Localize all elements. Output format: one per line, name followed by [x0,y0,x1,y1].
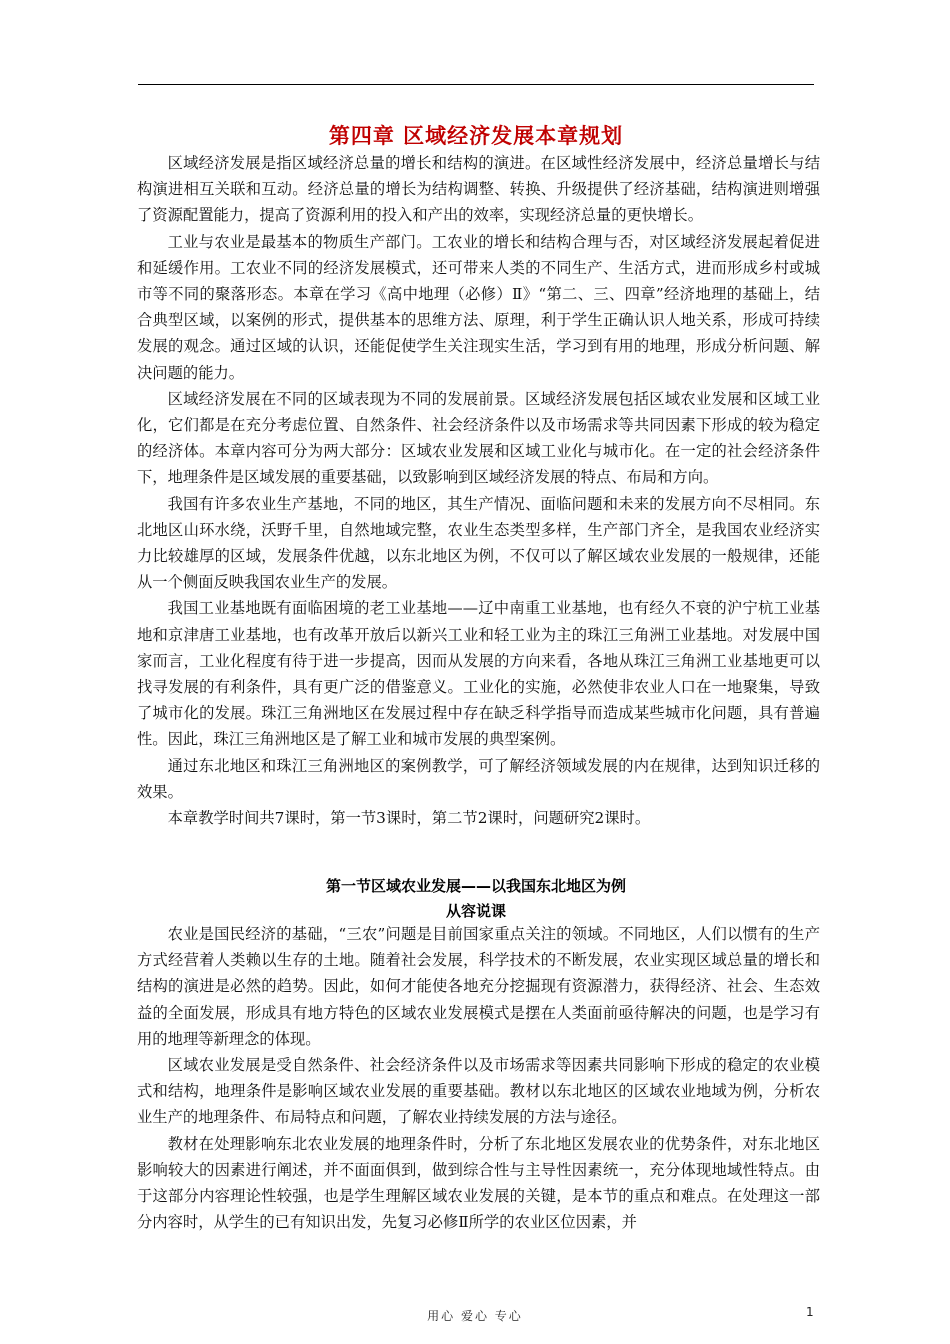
header-rule [138,84,814,85]
page-number: 1 [806,1305,814,1319]
section-title: 第一节区域农业发展——以我国东北地区为例 [325,877,626,895]
chapter-paragraph: 区域经济发展是指区域经济总量的增长和结构的演进。在区域性经济发展中，经济总量增长与结构演进相互关联和互动。经济总量的增长为结构调整、转换、升级提供了经济基础，结构演进则增强了资源配置能力，提高了资源利用的投入和产出的效率，实现经济总量的更快增长。 [137,154,820,225]
section-body [137,921,820,1235]
chapter-paragraph: 我国有许多农业生产基地，不同的地区，其生产情况、面临问题和未来的发展方向不尽相同。东北地区山环水绕，沃野千里，自然地域完整，农业生态类型多样，生产部门齐全，是我国农业经济实力比较雄厚的区域，发展条件优越，以东北地区为例，不仅可以了解区域农业发展的一般规律，还能从一个侧面反映我国农业生产的发展。 [137,494,820,592]
chapter-paragraph: 工业与农业是最基本的物质生产部门。工农业的增长和结构合理与否，对区域经济发展起着促进和延缓作用。工农业不同的经济发展模式，还可带来人类的不同生产、生活方式，进而形成乡村或城市等不同的聚落形态。本章在学习《高中地理（必修）Ⅱ》“第二、三、四章”经济地理的基础上，结合典型区域，以案例的形式，提供基本的思维方法、原理，利于学生正确认识人地关系，形成可持续发展的观念。通过区域的认识，还能促使学生关注现实生活，学习到有用的地理，形成分析问题、解决问题的能力。 [137,232,820,382]
chapter-paragraph: 区域经济发展在不同的区域表现为不同的发展前景。区域经济发展包括区域农业发展和区域工业化，它们都是在充分考虑位置、自然条件、社会经济条件以及市场需求等共同因素下形成的较为稳定的经济体。本章内容可分为两大部分：区域农业发展和区域工业化与城市化。在一定的社会经济条件下，地理条件是区域发展的重要基础，以致影响到区域经济发展的特点、布局和方向。 [137,389,820,487]
page-footer: 用心 爱心 专心 [427,1309,523,1323]
chapter-paragraph: 我国工业基地既有面临困境的老工业基地——辽中南重工业基地，也有经久不衰的沪宁杭工业基地和京津唐工业基地，也有改革开放后以新兴工业和轻工业为主的珠江三角洲工业基地。对发展中国家而言，工业化程度有待于进一步提高，因而从发展的方向来看，各地从珠江三角洲工业基地更可以找寻发展的有利条件，具有更广泛的借鉴意义。工业化的实施，必然使非农业人口在一地聚集，导致了城市化的发展。珠江三角洲地区在发展过程中存在缺乏科学指导而造成某些城市化问题，具有普遍性。因此，珠江三角洲地区是了解工业和城市发展的典型案例。 [137,599,820,749]
section-paragraph: 农业是国民经济的基础，“三农”问题是目前国家重点关注的领域。不同地区，人们以惯有的生产方式经营着人类赖以生存的土地。随着社会发展，科学技术的不断发展，农业实现区域总量的增长和结构的演进是必然的趋势。因此，如何才能使各地充分挖掘现有资源潜力，获得经济、社会、生态效益的全面发展，形成具有地方特色的区域农业发展模式是摆在人类面前亟待解决的问题，也是学习有用的地理等新理念的体现。 [137,925,820,1048]
chapter-body [137,150,820,831]
section-paragraph: 区域农业发展是受自然条件、社会经济条件以及市场需求等因素共同影响下形成的稳定的农业模式和结构，地理条件是影响区域农业发展的重要基础。教材以东北地区的区域农业地域为例，分析农业生产的地理条件、布局特点和问题，了解农业持续发展的方法与途径。 [137,1056,820,1127]
section-subtitle: 从容说课 [445,902,506,920]
chapter-title: 第四章 区域经济发展本章规划 [328,123,624,148]
section-paragraph: 教材在处理影响东北农业发展的地理条件时，分析了东北地区发展农业的优势条件，对东北地区影响较大的因素进行阐述，并不面面俱到，做到综合性与主导性因素统一，充分体现地域性特点。由于这部分内容理论性较强，也是学生理解区域农业发展的关键，是本节的重点和难点。在处理这一部分内容时，从学生的已有知识出发，先复习必修Ⅱ所学的农业区位因素，并 [137,1134,820,1232]
chapter-paragraph: 通过东北地区和珠江三角洲地区的案例教学，可了解经济领域发展的内在规律，达到知识迁移的效果。 [137,756,820,801]
chapter-paragraph: 本章教学时间共7课时，第一节3课时，第二节2课时，问题研究2课时。 [167,809,651,828]
